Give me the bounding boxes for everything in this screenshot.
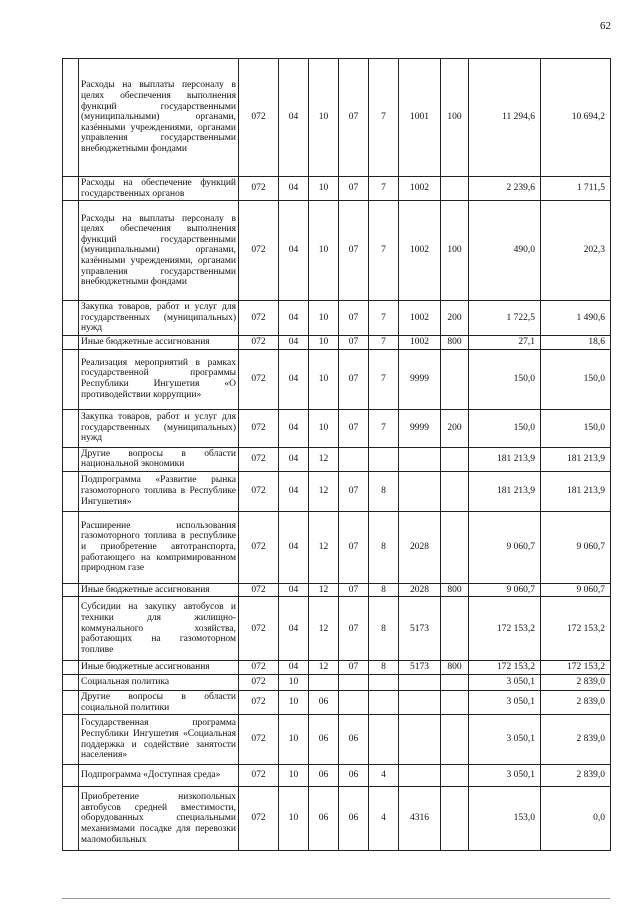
cell-c4: 07 bbox=[339, 597, 369, 661]
cell-c5 bbox=[369, 674, 399, 690]
cell-c3: 06 bbox=[309, 690, 339, 714]
cell-name: Иные бюджетные ассигнования bbox=[79, 335, 239, 349]
cell-v2: 9 060,7 bbox=[541, 511, 611, 583]
cell-c1: 072 bbox=[239, 583, 279, 597]
cell-v2: 18,6 bbox=[541, 335, 611, 349]
cell-v1: 153,0 bbox=[469, 787, 541, 851]
table-row bbox=[63, 59, 611, 177]
cell-c3: 10 bbox=[309, 349, 339, 409]
cell-v1: 150,0 bbox=[469, 409, 541, 447]
cell-v2: 181 213,9 bbox=[541, 447, 611, 471]
empty-cell bbox=[63, 787, 79, 851]
cell-v2: 150,0 bbox=[541, 409, 611, 447]
cell-name: Приобретение низкопольных автобусов средней вместимости, оборудованных специальными механизмами посадке для перевозки маломобильных bbox=[79, 787, 239, 851]
cell-c1: 072 bbox=[239, 690, 279, 714]
cell-v2: 2 839,0 bbox=[541, 765, 611, 787]
cell-v1: 3 050,1 bbox=[469, 690, 541, 714]
cell-name: Реализация мероприятий в рамках государственной программы Республики Ингушетия «О противодействии коррупции» bbox=[79, 349, 239, 409]
cell-c7 bbox=[441, 690, 469, 714]
cell-c4: 07 bbox=[339, 301, 369, 336]
cell-c4: 07 bbox=[339, 59, 369, 177]
cell-c2: 04 bbox=[279, 201, 309, 301]
cell-name: Расходы на обеспечение функций государственных органов bbox=[79, 177, 239, 201]
cell-c4: 06 bbox=[339, 765, 369, 787]
table-row bbox=[63, 661, 611, 675]
cell-c3: 10 bbox=[309, 301, 339, 336]
cell-c2: 04 bbox=[279, 597, 309, 661]
cell-c2: 04 bbox=[279, 583, 309, 597]
cell-v2: 202,3 bbox=[541, 201, 611, 301]
cell-c2: 04 bbox=[279, 447, 309, 471]
empty-cell bbox=[63, 690, 79, 714]
cell-c3: 10 bbox=[309, 59, 339, 177]
cell-name: Государственная программа Республики Ингушетия «Социальная поддержка и содействие занятости населения» bbox=[79, 715, 239, 765]
cell-c1: 072 bbox=[239, 447, 279, 471]
cell-v1: 3 050,1 bbox=[469, 715, 541, 765]
cell-name: Закупка товаров, работ и услуг для государственных (муниципальных) нужд bbox=[79, 301, 239, 336]
cell-c3: 10 bbox=[309, 409, 339, 447]
cell-c1: 072 bbox=[239, 661, 279, 675]
table-row bbox=[63, 409, 611, 447]
cell-c6 bbox=[399, 471, 441, 511]
cell-c5: 8 bbox=[369, 511, 399, 583]
empty-cell bbox=[63, 583, 79, 597]
cell-c5: 7 bbox=[369, 335, 399, 349]
cell-c7: 800 bbox=[441, 583, 469, 597]
cell-c7 bbox=[441, 447, 469, 471]
cell-name: Закупка товаров, работ и услуг для государственных (муниципальных) нужд bbox=[79, 409, 239, 447]
cell-c1: 072 bbox=[239, 597, 279, 661]
cell-c6: 1002 bbox=[399, 201, 441, 301]
cell-v1: 2 239,6 bbox=[469, 177, 541, 201]
cell-v2: 2 839,0 bbox=[541, 715, 611, 765]
cell-c6: 2028 bbox=[399, 511, 441, 583]
cell-c4: 07 bbox=[339, 409, 369, 447]
cell-c4: 07 bbox=[339, 201, 369, 301]
cell-v2: 2 839,0 bbox=[541, 674, 611, 690]
cell-name: Иные бюджетные ассигнования bbox=[79, 661, 239, 675]
cell-v1: 27,1 bbox=[469, 335, 541, 349]
cell-c7 bbox=[441, 349, 469, 409]
cell-name: Субсидии на закупку автобусов и техники для жилищно-коммунального хозяйства, работающих на газомоторном топливе bbox=[79, 597, 239, 661]
cell-c4: 06 bbox=[339, 787, 369, 851]
cell-c3: 12 bbox=[309, 511, 339, 583]
cell-v1: 172 153,2 bbox=[469, 597, 541, 661]
cell-c5: 7 bbox=[369, 349, 399, 409]
cell-v1: 1 722,5 bbox=[469, 301, 541, 336]
cell-v1: 3 050,1 bbox=[469, 674, 541, 690]
cell-c2: 04 bbox=[279, 471, 309, 511]
table-row bbox=[63, 765, 611, 787]
cell-c1: 072 bbox=[239, 409, 279, 447]
cell-c2: 04 bbox=[279, 409, 309, 447]
cell-c2: 04 bbox=[279, 335, 309, 349]
cell-c2: 04 bbox=[279, 349, 309, 409]
cell-c6 bbox=[399, 447, 441, 471]
cell-c5: 4 bbox=[369, 765, 399, 787]
empty-cell bbox=[63, 674, 79, 690]
cell-c4 bbox=[339, 674, 369, 690]
cell-c5: 8 bbox=[369, 597, 399, 661]
cell-c5: 7 bbox=[369, 177, 399, 201]
cell-v1: 9 060,7 bbox=[469, 511, 541, 583]
empty-cell bbox=[63, 447, 79, 471]
cell-c6 bbox=[399, 765, 441, 787]
cell-v1: 150,0 bbox=[469, 349, 541, 409]
cell-c1: 072 bbox=[239, 59, 279, 177]
empty-cell bbox=[63, 301, 79, 336]
cell-c5: 8 bbox=[369, 583, 399, 597]
empty-cell bbox=[63, 765, 79, 787]
cell-c6: 4316 bbox=[399, 787, 441, 851]
cell-v2: 1 490,6 bbox=[541, 301, 611, 336]
cell-c5 bbox=[369, 690, 399, 714]
cell-c3: 10 bbox=[309, 201, 339, 301]
cell-v2: 181 213,9 bbox=[541, 471, 611, 511]
cell-c7: 800 bbox=[441, 335, 469, 349]
cell-c4: 07 bbox=[339, 661, 369, 675]
budget-table bbox=[62, 58, 611, 851]
cell-c7 bbox=[441, 471, 469, 511]
cell-v2: 2 839,0 bbox=[541, 690, 611, 714]
cell-c4 bbox=[339, 447, 369, 471]
cell-name: Расходы на выплаты персоналу в целях обеспечения выполнения функций государственными (муниципальными) органами, казёнными учреждениями, органами управления государственными внебюджетными фондами bbox=[79, 59, 239, 177]
cell-c7: 200 bbox=[441, 301, 469, 336]
cell-v1: 172 153,2 bbox=[469, 661, 541, 675]
cell-name: Подпрограмма «Доступная среда» bbox=[79, 765, 239, 787]
cell-c7 bbox=[441, 674, 469, 690]
cell-c1: 072 bbox=[239, 674, 279, 690]
cell-c1: 072 bbox=[239, 511, 279, 583]
cell-c3: 12 bbox=[309, 661, 339, 675]
cell-v2: 9 060,7 bbox=[541, 583, 611, 597]
cell-c7 bbox=[441, 597, 469, 661]
empty-cell bbox=[63, 59, 79, 177]
cell-c6: 1002 bbox=[399, 301, 441, 336]
empty-cell bbox=[63, 177, 79, 201]
cell-c7: 100 bbox=[441, 59, 469, 177]
cell-c7 bbox=[441, 715, 469, 765]
cell-c4: 07 bbox=[339, 511, 369, 583]
empty-cell bbox=[63, 597, 79, 661]
table-row bbox=[63, 511, 611, 583]
cell-c5: 7 bbox=[369, 59, 399, 177]
cell-c5: 7 bbox=[369, 301, 399, 336]
cell-c2: 10 bbox=[279, 674, 309, 690]
cell-c3: 06 bbox=[309, 715, 339, 765]
cell-c5: 7 bbox=[369, 409, 399, 447]
cell-v2: 150,0 bbox=[541, 349, 611, 409]
cell-v1: 9 060,7 bbox=[469, 583, 541, 597]
cell-c7 bbox=[441, 787, 469, 851]
cell-name: Расходы на выплаты персоналу в целях обеспечения выполнения функций государственными (муниципальными) органами, казёнными учреждениями, органами управления государственными внебюджетными фондами bbox=[79, 201, 239, 301]
table-row bbox=[63, 349, 611, 409]
cell-c4: 07 bbox=[339, 335, 369, 349]
cell-name: Другие вопросы в области национальной экономики bbox=[79, 447, 239, 471]
bottom-rule bbox=[62, 898, 610, 899]
cell-c6 bbox=[399, 674, 441, 690]
empty-cell bbox=[63, 661, 79, 675]
cell-c6: 1002 bbox=[399, 177, 441, 201]
cell-c6 bbox=[399, 715, 441, 765]
cell-v2: 0,0 bbox=[541, 787, 611, 851]
cell-c4: 07 bbox=[339, 177, 369, 201]
cell-c2: 10 bbox=[279, 690, 309, 714]
cell-c2: 10 bbox=[279, 787, 309, 851]
cell-c6: 1002 bbox=[399, 335, 441, 349]
cell-c5: 4 bbox=[369, 787, 399, 851]
cell-c4 bbox=[339, 690, 369, 714]
table-row bbox=[63, 447, 611, 471]
empty-cell bbox=[63, 409, 79, 447]
cell-c7: 800 bbox=[441, 661, 469, 675]
cell-c2: 04 bbox=[279, 301, 309, 336]
cell-c1: 072 bbox=[239, 335, 279, 349]
page-number: 62 bbox=[600, 20, 611, 32]
cell-c2: 10 bbox=[279, 715, 309, 765]
cell-c7 bbox=[441, 765, 469, 787]
empty-cell bbox=[63, 335, 79, 349]
cell-v1: 3 050,1 bbox=[469, 765, 541, 787]
cell-c6: 5173 bbox=[399, 597, 441, 661]
table-row bbox=[63, 177, 611, 201]
cell-name: Социальная политика bbox=[79, 674, 239, 690]
cell-v1: 181 213,9 bbox=[469, 471, 541, 511]
cell-v2: 172 153,2 bbox=[541, 661, 611, 675]
cell-c6 bbox=[399, 690, 441, 714]
cell-c2: 04 bbox=[279, 177, 309, 201]
cell-c6: 9999 bbox=[399, 349, 441, 409]
empty-cell bbox=[63, 349, 79, 409]
cell-c7 bbox=[441, 511, 469, 583]
table-row bbox=[63, 597, 611, 661]
cell-c3: 12 bbox=[309, 471, 339, 511]
cell-name: Расширение использования газомоторного топлива в республике и приобретение автотранспорта, работающего на компримированном природном газе bbox=[79, 511, 239, 583]
cell-c5: 8 bbox=[369, 661, 399, 675]
table-row bbox=[63, 301, 611, 336]
cell-c7: 200 bbox=[441, 409, 469, 447]
cell-v2: 1 711,5 bbox=[541, 177, 611, 201]
cell-v1: 11 294,6 bbox=[469, 59, 541, 177]
cell-c3: 06 bbox=[309, 787, 339, 851]
cell-c3: 12 bbox=[309, 597, 339, 661]
cell-c4: 07 bbox=[339, 471, 369, 511]
table-row bbox=[63, 787, 611, 851]
cell-c1: 072 bbox=[239, 201, 279, 301]
cell-c3: 10 bbox=[309, 177, 339, 201]
table-row bbox=[63, 583, 611, 597]
table-row bbox=[63, 690, 611, 714]
cell-c6: 9999 bbox=[399, 409, 441, 447]
cell-c4: 07 bbox=[339, 583, 369, 597]
empty-cell bbox=[63, 511, 79, 583]
empty-cell bbox=[63, 471, 79, 511]
cell-c5: 7 bbox=[369, 201, 399, 301]
cell-c1: 072 bbox=[239, 177, 279, 201]
cell-c4: 06 bbox=[339, 715, 369, 765]
cell-name: Другие вопросы в области социальной политики bbox=[79, 690, 239, 714]
cell-c2: 04 bbox=[279, 59, 309, 177]
cell-v1: 490,0 bbox=[469, 201, 541, 301]
cell-c3: 10 bbox=[309, 335, 339, 349]
table-row bbox=[63, 471, 611, 511]
cell-v1: 181 213,9 bbox=[469, 447, 541, 471]
cell-c2: 04 bbox=[279, 511, 309, 583]
empty-cell bbox=[63, 201, 79, 301]
cell-c3: 12 bbox=[309, 583, 339, 597]
empty-cell bbox=[63, 715, 79, 765]
table-row bbox=[63, 201, 611, 301]
cell-c1: 072 bbox=[239, 715, 279, 765]
table-row bbox=[63, 715, 611, 765]
cell-c4: 07 bbox=[339, 349, 369, 409]
cell-c5: 8 bbox=[369, 471, 399, 511]
cell-c1: 072 bbox=[239, 301, 279, 336]
cell-c1: 072 bbox=[239, 471, 279, 511]
cell-v2: 172 153,2 bbox=[541, 597, 611, 661]
cell-c1: 072 bbox=[239, 349, 279, 409]
cell-c3 bbox=[309, 674, 339, 690]
cell-c5 bbox=[369, 715, 399, 765]
cell-c7: 100 bbox=[441, 201, 469, 301]
cell-c3: 12 bbox=[309, 447, 339, 471]
cell-c2: 04 bbox=[279, 661, 309, 675]
table-row bbox=[63, 335, 611, 349]
cell-c6: 5173 bbox=[399, 661, 441, 675]
cell-c3: 06 bbox=[309, 765, 339, 787]
cell-c6: 2028 bbox=[399, 583, 441, 597]
cell-name: Иные бюджетные ассигнования bbox=[79, 583, 239, 597]
cell-c1: 072 bbox=[239, 787, 279, 851]
table-row bbox=[63, 674, 611, 690]
cell-c5 bbox=[369, 447, 399, 471]
cell-c7 bbox=[441, 177, 469, 201]
cell-c2: 10 bbox=[279, 765, 309, 787]
cell-v2: 10 694,2 bbox=[541, 59, 611, 177]
cell-c6: 1001 bbox=[399, 59, 441, 177]
cell-c1: 072 bbox=[239, 765, 279, 787]
cell-name: Подпрограмма «Развитие рынка газомоторного топлива в Республике Ингушетия» bbox=[79, 471, 239, 511]
